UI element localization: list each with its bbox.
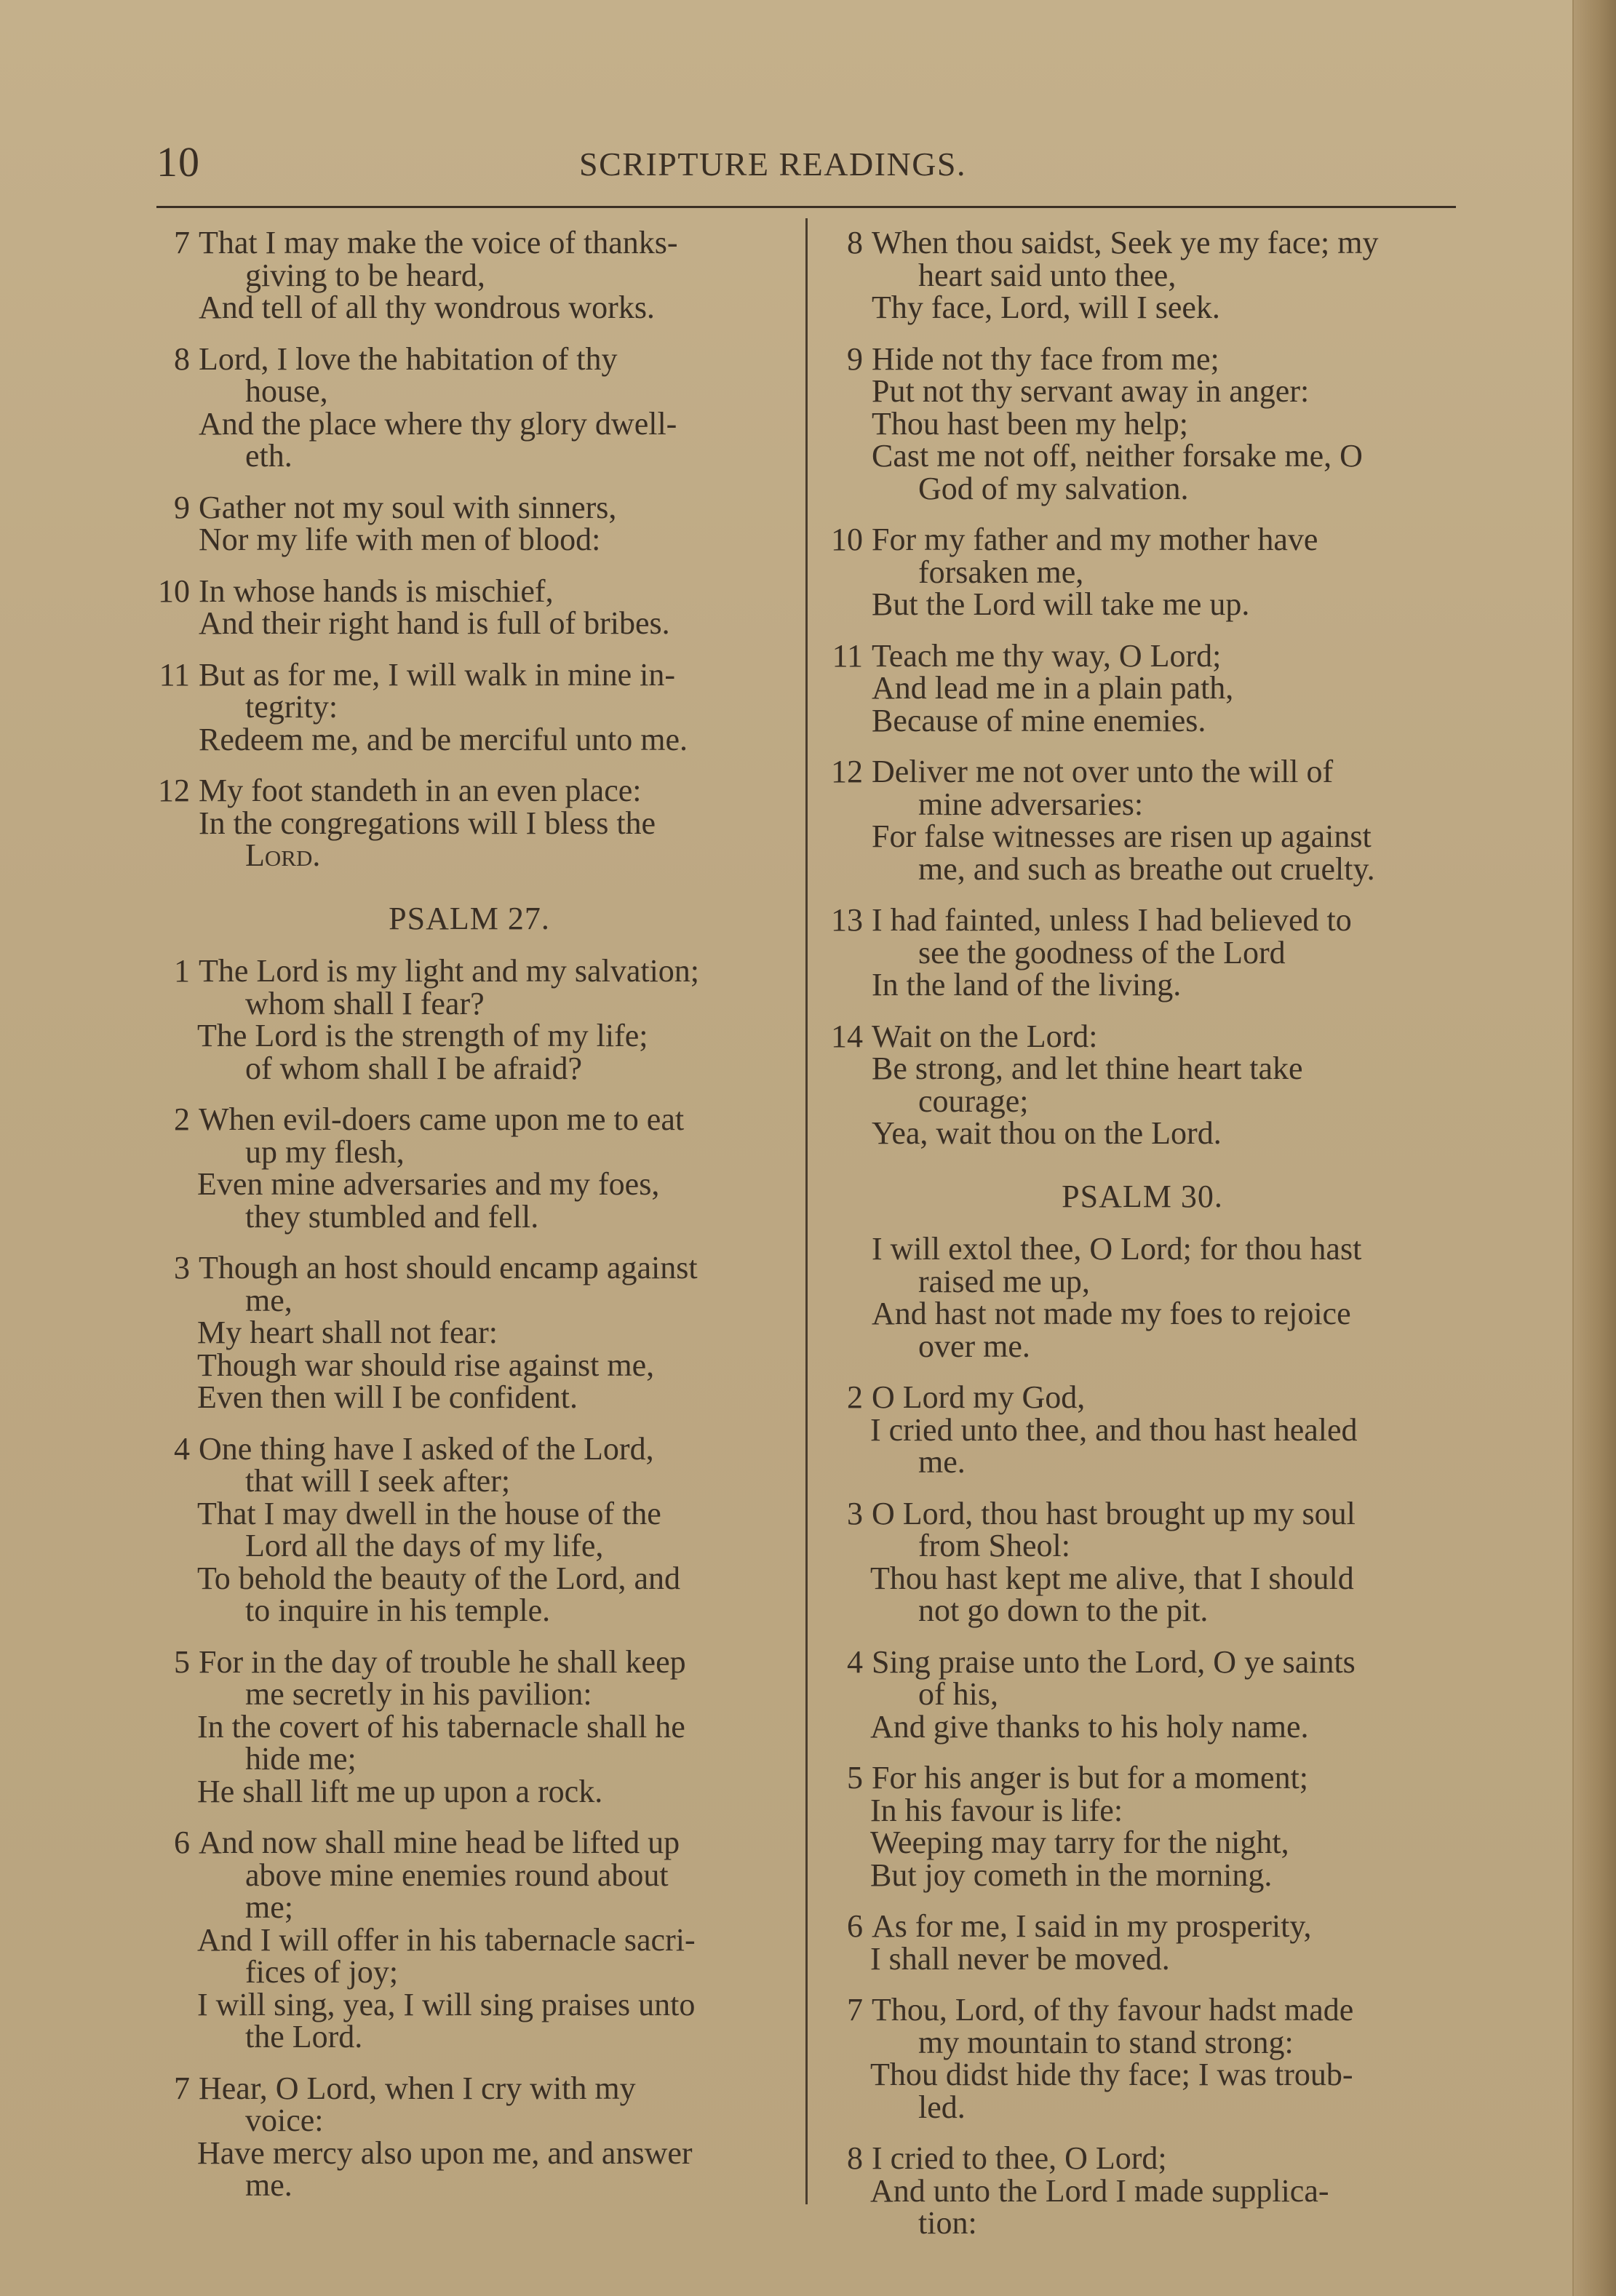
verse-line: led. [918,2089,966,2125]
verse-line: For false witnesses are risen up against [872,818,1372,854]
header-rule [156,206,1456,208]
verse [822,1379,1462,1480]
running-title: SCRIPTURE READINGS. [579,146,967,183]
verse [149,656,789,757]
verse [822,1495,1462,1628]
verse-number: 1 [174,953,190,989]
verse [822,227,1462,324]
verse-line: voice: [245,2102,324,2138]
psalm-heading: PSALM 27. [389,900,550,936]
verse-line: But joy cometh in the morning. [870,1857,1273,1893]
column-divider [805,218,808,2204]
verse-number: 4 [847,1643,863,1680]
verse-number: 11 [159,656,190,693]
verse-line: forsaken me, [918,554,1084,590]
verse-line: Though war should rise against me, [197,1347,655,1383]
verse [822,904,1462,1002]
verse-number: 12 [831,754,863,789]
verse [149,340,789,474]
verse-line: whom shall I fear? [245,985,485,1021]
verse [149,1101,789,1235]
verse-line: I will sing, yea, I will sing praises unto [197,1986,696,2022]
verse-line: I will extol thee, O Lord; for thou hast [872,1231,1362,1267]
verse-line: to inquire in his temple. [245,1593,551,1628]
verse-number: 8 [847,2140,863,2176]
verse [149,1252,789,1414]
verse-line: tion: [918,2205,977,2241]
verse-line: above mine enemies round about [245,1857,669,1893]
verse [822,637,1462,738]
verse-line: me, [245,1282,292,1318]
verse-line: And the place where thy glory dwell- [199,405,677,442]
verse [149,955,789,1085]
verse [822,756,1462,885]
verse-line: That I may dwell in the house of the [197,1495,661,1531]
verse-line: from Sheol: [918,1528,1070,1563]
verse-number: 7 [174,2070,190,2106]
verse-line: not go down to the pit. [918,1593,1209,1628]
verse-line: I cried unto thee, and thou hast healed [870,1411,1358,1448]
verse-line: As for me, I said in my prosperity, [872,1908,1312,1944]
verse-line: my mountain to stand strong: [918,2024,1294,2060]
verse-line: Have mercy also upon me, and answer [197,2134,693,2171]
verse-number: 8 [847,225,863,260]
verse-line: In the congregations will I bless the [199,805,656,841]
verse-line: hide me; [245,1741,357,1777]
verse-line: Nor my life with men of blood: [199,522,601,557]
verse-line: see the goodness of the Lord [918,934,1286,970]
verse-line: I cried to thee, O Lord; [872,2140,1167,2176]
verse [822,1018,1462,1151]
verse-line: Thou, Lord, of thy favour hadst made [872,1992,1354,2028]
verse-line: In whose hands is mischief, [199,573,554,609]
verse-line: I shall never be moved. [870,1940,1170,1977]
verse-line: eth. [245,438,292,474]
verse-line: Hear, O Lord, when I cry with my [199,2070,636,2106]
verse-line: To behold the beauty of the Lord, and [197,1560,681,1596]
verse-number: 5 [174,1643,190,1680]
verse-line: Deliver me not over unto the will of [872,754,1334,789]
psalm-heading: PSALM 30. [1062,1178,1223,1214]
verse-line: Though an host should encamp against [199,1250,698,1285]
verse [822,1762,1462,1892]
verse-line: For in the day of trouble he shall keep [199,1643,686,1680]
verse-line: Sing praise unto the Lord, O ye saints [872,1643,1356,1680]
verse-line: Redeem me, and be merciful unto me. [199,721,688,757]
verse-line: And hast not made my foes to rejoice [872,1296,1351,1331]
verse [149,1643,789,1809]
verse-line: Wait on the Lord: [872,1018,1098,1054]
verse-number: 7 [847,1992,863,2028]
verse-line: I had fainted, unless I had believed to [872,902,1352,938]
verse-line: But as for me, I will walk in mine in- [199,656,675,693]
page-edge [1572,0,1616,2296]
verse-number: 2 [174,1101,190,1137]
verse-line: up my flesh, [245,1133,405,1170]
verse-line: of his, [918,1676,998,1712]
verse-line: My foot standeth in an even place: [199,773,642,808]
verse-line: Put not thy servant away in anger: [872,373,1310,409]
verse-number: 6 [847,1908,863,1944]
verse-number: 10 [158,573,190,609]
verse-number: 2 [847,1379,863,1415]
verse-line: heart said unto thee, [918,257,1177,293]
verse-number: 14 [831,1018,863,1054]
verse-line: Even mine adversaries and my foes, [197,1166,660,1202]
verse [149,2070,789,2203]
verse-line: Teach me thy way, O Lord; [872,637,1222,674]
verse-line: me, and such as breathe out cruelty. [918,850,1375,887]
verse-line: Thy face, Lord, will I seek. [872,290,1220,325]
verse [822,2142,1462,2240]
verse-line: over me. [918,1328,1030,1364]
verse-line: That I may make the voice of thanks- [199,225,678,260]
verse [822,1643,1462,1745]
verse-number: 6 [174,1825,190,1860]
verse-line: Lord, I love the habitation of thy [199,340,618,377]
verse-line: house, [245,373,328,409]
verse-line: O Lord, thou hast brought up my soul [872,1495,1356,1531]
verse-line: And give thanks to his holy name. [870,1708,1309,1745]
verse-line: When thou saidst, Seek ye my face; my [872,225,1379,260]
verse-line: O Lord my God, [872,1379,1086,1415]
verse-line: For his anger is but for a moment; [872,1760,1309,1795]
verse [822,1910,1462,1975]
page-number: 10 [156,138,200,186]
verse-line: fices of joy; [245,1954,399,1990]
verse-line: Thou hast kept me alive, that I should [870,1560,1354,1596]
verse-line: Thou didst hide thy face; I was troub- [870,2057,1353,2092]
verse-line: that will I seek after; [245,1463,511,1499]
verse-number: 11 [832,637,863,674]
verse-number: 5 [847,1760,863,1795]
verse-line: the Lord. [245,2019,363,2054]
verse-line: Lord all the days of my life, [245,1528,604,1563]
verse-line: Hide not thy face from me; [872,340,1219,377]
verse-line: tegrity: [245,689,338,725]
verse-line: they stumbled and fell. [245,1198,539,1235]
verse-number: 9 [847,340,863,377]
verse-line: God of my salvation. [918,470,1189,506]
verse-line: me; [245,1889,293,1925]
verse-line: The Lord is the strength of my life; [197,1018,648,1053]
verse [149,227,789,324]
verse-line: Weeping may tarry for the night, [870,1825,1289,1860]
verse-number: 3 [174,1250,190,1285]
verse-line: And unto the Lord I made supplica- [870,2172,1329,2209]
verse-line: For my father and my mother have [872,522,1318,557]
verse-number: 10 [831,522,863,557]
verse [822,1994,1462,2124]
verse-line: And tell of all thy wondrous works. [199,290,655,325]
right-column [822,227,1462,2259]
verse-line: Thou hast been my help; [872,405,1189,442]
verse-line: Gather not my soul with sinners, [199,489,617,525]
verse-line: raised me up, [918,1263,1090,1299]
verse [149,489,789,557]
verse-line: And their right hand is full of bribes. [199,605,670,641]
verse [822,524,1462,621]
verse [822,340,1462,506]
verse-line: My heart shall not fear: [197,1315,498,1350]
verse-number: 4 [174,1430,190,1467]
verse-number: 7 [174,225,190,260]
verse-line: One thing have I asked of the Lord, [199,1430,654,1467]
verse-line: Because of mine enemies. [872,702,1206,738]
verse-line: And lead me in a plain path, [872,670,1234,706]
verse-line: The Lord is my light and my salvation; [199,953,700,989]
verse-line: me secretly in his pavilion: [245,1676,592,1712]
verse-line: In the land of the living. [872,967,1182,1002]
verse-line: He shall lift me up upon a rock. [197,1773,603,1809]
verse-line: giving to be heard, [245,257,485,293]
verse-line: But the Lord will take me up. [872,586,1250,622]
verse-line: Even then will I be confident. [197,1379,578,1415]
verse [149,575,789,640]
verse-line: Yea, wait thou on the Lord. [872,1115,1222,1151]
verse-line: mine adversaries: [918,786,1144,822]
verse-line: In his favour is life: [870,1792,1123,1828]
verse-line: me. [245,2167,292,2203]
verse [822,1233,1462,1363]
verse-line: Cast me not off, neither forsake me, O [872,438,1363,474]
verse-line: In the covert of his tabernacle shall he [197,1708,685,1745]
verse-line: And I will offer in his tabernacle sacri- [197,1921,696,1958]
left-column [149,227,789,2221]
verse-line: When evil-doers came upon me to eat [199,1101,685,1137]
verse-line: courage; [918,1083,1029,1119]
verse-line: Lord. [245,837,321,873]
verse-line: me. [918,1444,966,1480]
verse [149,775,789,872]
verse-line: Be strong, and let thine heart take [872,1051,1303,1086]
verse-line: And now shall mine head be lifted up [199,1825,680,1860]
verse-line: of whom shall I be afraid? [245,1050,583,1086]
verse-number: 13 [831,902,863,938]
verse [149,1430,789,1628]
verse [149,1827,789,2054]
verse-number: 8 [174,340,190,377]
verse-number: 3 [847,1495,863,1531]
verse-number: 9 [174,489,190,525]
verse-number: 12 [158,773,190,808]
